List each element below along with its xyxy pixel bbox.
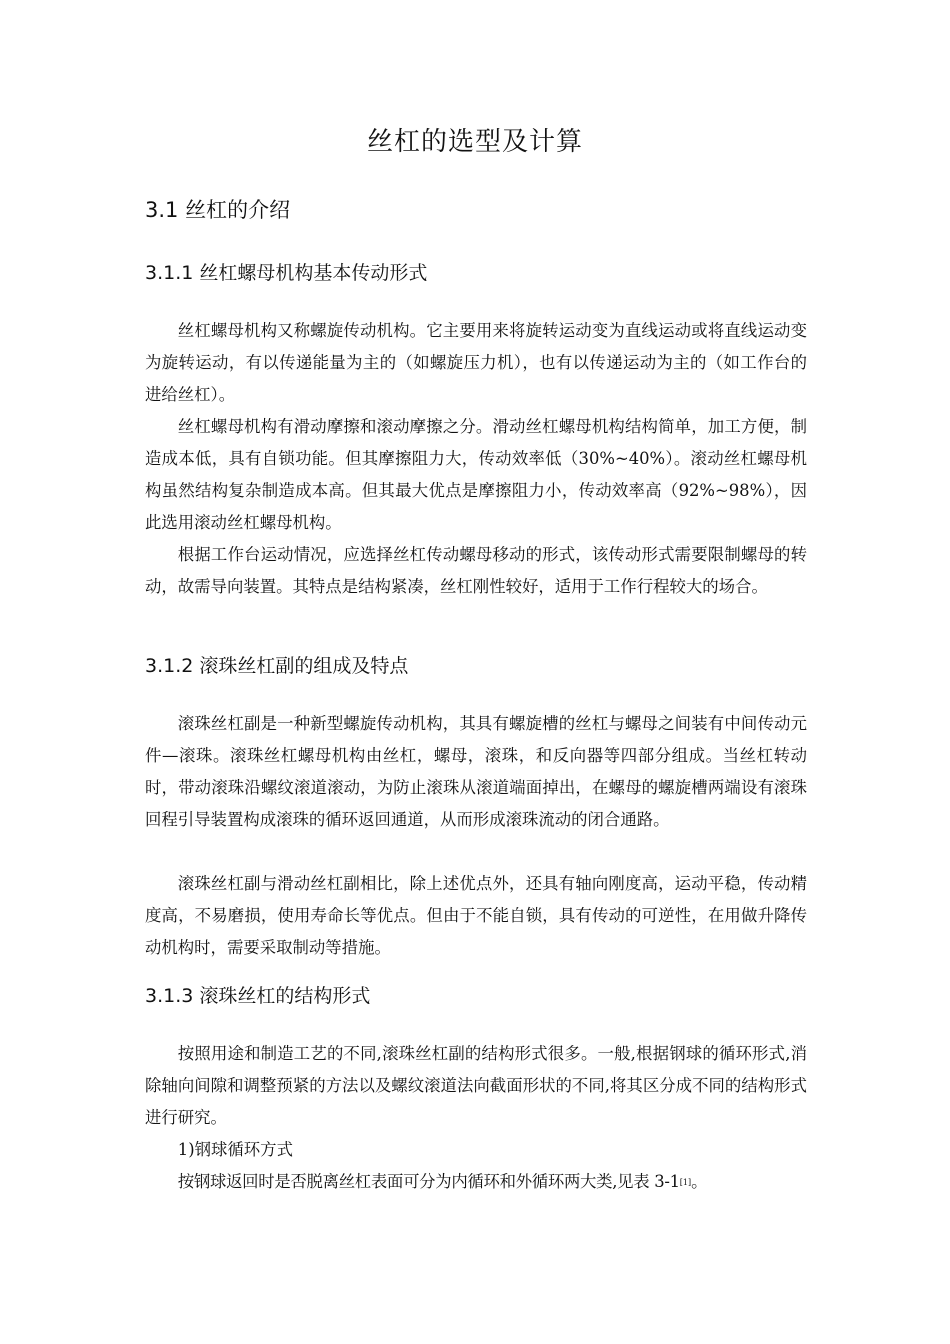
paragraph-5: 滚珠丝杠副与滑动丝杠副相比，除上述优点外，还具有轴向刚度高，运动平稳，传动精度高，不易磨损，使用寿命长等优点。但由于不能自锁，具有传动的可逆性，在用做升降传动机构时，需要采取制动等措施。: [145, 874, 807, 957]
section-heading-3-1-2: 3.1.2 滚珠丝杠副的组成及特点: [145, 655, 409, 677]
paragraph-3: 根据工作台运动情况，应选择丝杠传动螺母移动的形式，该传动形式需要限制螺母的转动，故需导向装置。其特点是结构紧凑，丝杠刚性较好，适用于工作行程较大的场合。: [145, 545, 807, 596]
paragraph-8-end: 。: [691, 1172, 708, 1191]
paragraph-2: 丝杠螺母机构有滑动摩擦和滚动摩擦之分。滑动丝杠螺母机构结构简单，加工方便，制造成本低，具有自锁功能。但其摩擦阻力大，传动效率低（30%~40%）。滚动丝杠螺母机构虽然结构复杂制造成本高。但其最大优点是摩擦阻力小，传动效率高（92%~98%），因此选用滚动丝杠螺母机构。: [145, 417, 807, 532]
page-title: 丝杠的选型及计算: [366, 127, 583, 157]
paragraph-1: 丝杠螺母机构又称螺旋传动机构。它主要用来将旋转运动变为直线运动或将直线运动变为旋转运动，有以传递能量为主的（如螺旋压力机），也有以传递运动为主的（如工作台的进给丝杠）。: [145, 321, 807, 404]
paragraph-4: 滚珠丝杠副是一种新型螺旋传动机构，其具有螺旋槽的丝杠与螺母之间装有中间传动元件—滚珠。滚珠丝杠螺母机构由丝杠，螺母，滚珠，和反向器等四部分组成。当丝杠转动时，带动滚珠沿螺纹滚道滚动，为防止滚珠从滚道端面掉出，在螺母的螺旋槽两端设有滚珠回程引导装置构成滚珠的循环返回通道，从而形成滚珠流动的闭合通路。: [145, 714, 807, 829]
section-heading-3-1-1: 3.1.1 丝杠螺母机构基本传动形式: [145, 262, 428, 284]
section-heading-3-1: 3.1 丝杠的介绍: [145, 198, 291, 222]
paragraph-6: 按照用途和制造工艺的不同,滚珠丝杠副的结构形式很多。一般,根据钢球的循环形式,消除轴向间隙和调整预紧的方法以及螺纹滚道法向截面形状的不同,将其区分成不同的结构形式进行研究。: [145, 1044, 807, 1127]
paragraph-8-text: 按钢球返回时是否脱离丝杠表面可分为内循环和外循环两大类,见表 3-1: [177, 1172, 680, 1191]
paragraph-8: [145, 1166, 807, 1199]
section-heading-3-1-3: 3.1.3 滚珠丝杠的结构形式: [145, 985, 371, 1007]
paragraph-7: 1)钢球循环方式: [177, 1140, 293, 1159]
citation-ref: [1]: [679, 1178, 692, 1187]
